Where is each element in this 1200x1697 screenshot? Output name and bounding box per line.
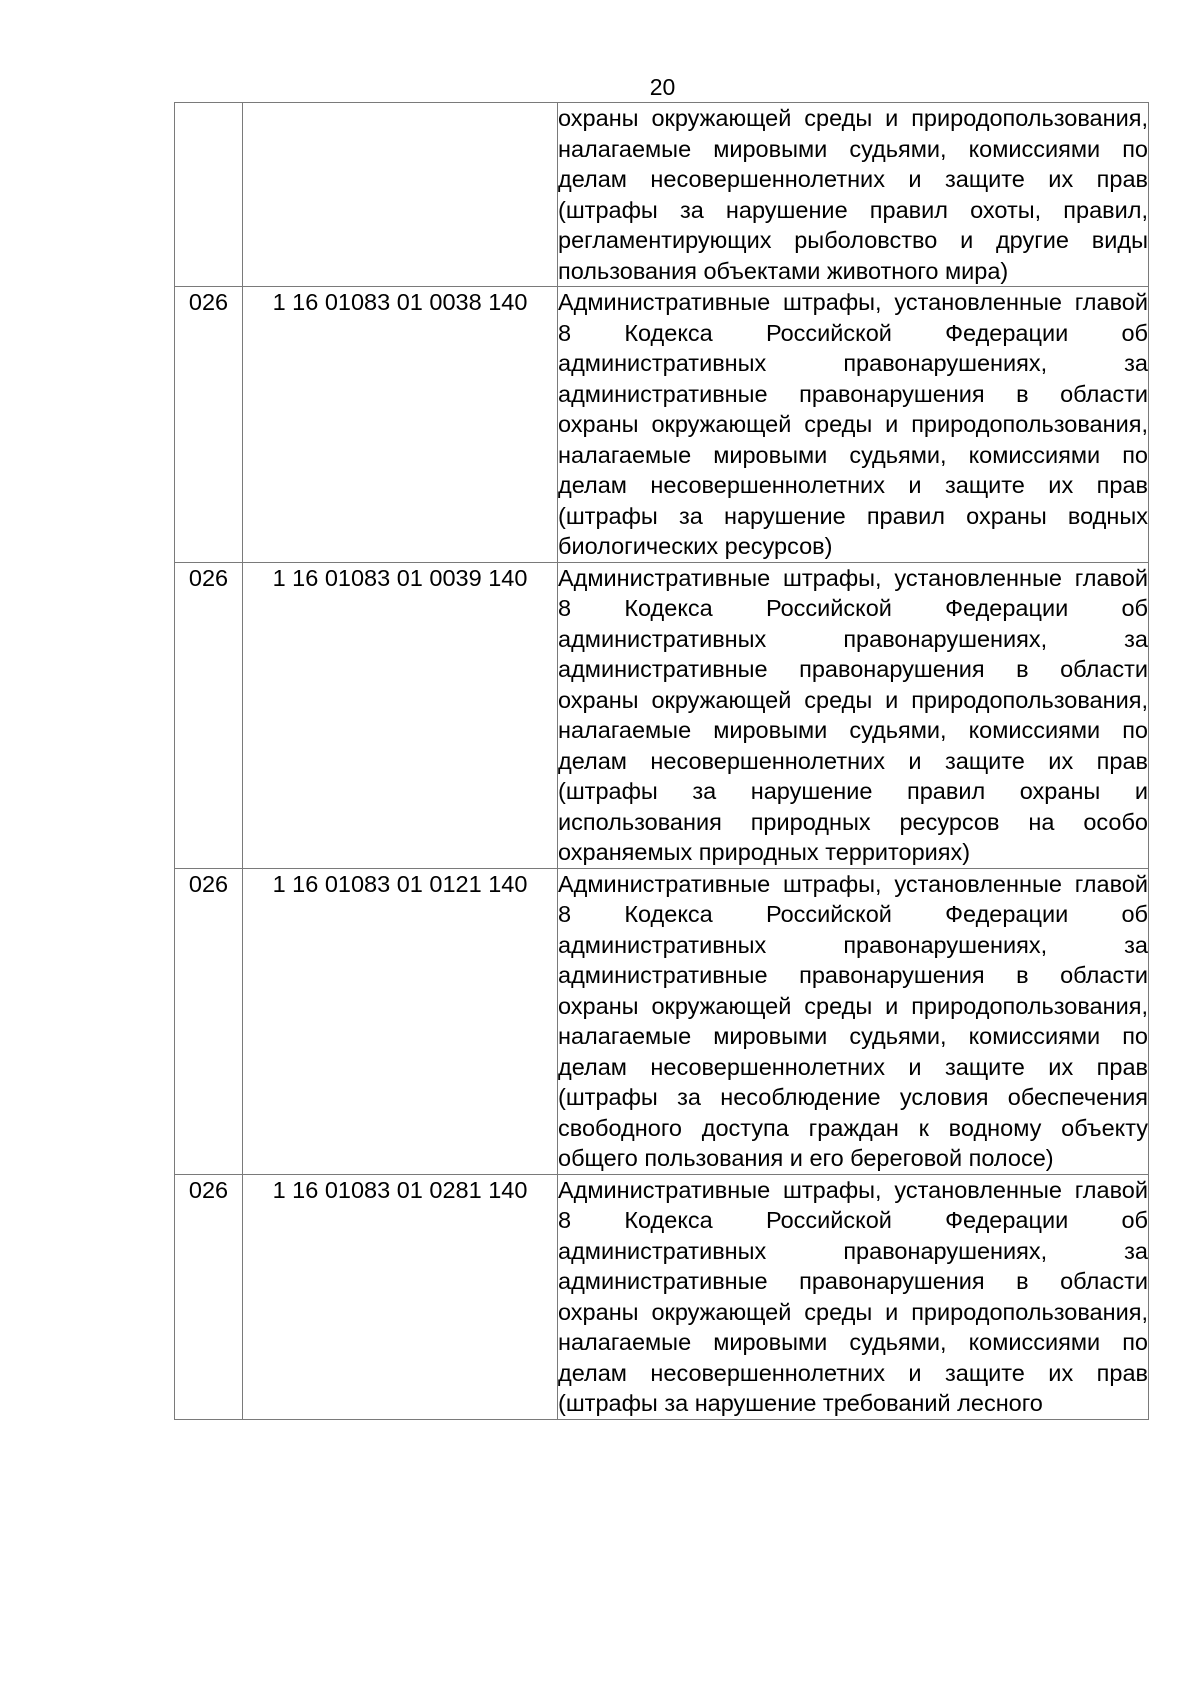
description-text: Административные штрафы, установленные главой 8 Кодекса Российской Федерации об административных правонарушениях, за административные правонарушения в области охраны окружающей среды и природопользования, налагаемые мировыми судьями, комиссиями по делам несовершеннолетних и защите их прав (штрафы за несоблюдение условия обеспечения свободного доступа граждан к водному объекту общего пользования и его береговой полосе) <box>558 870 1148 1171</box>
page-number: 20 <box>649 74 676 100</box>
table-row <box>175 868 1149 1174</box>
admin-code-cell: 026 <box>175 287 243 563</box>
description-text: Административные штрафы, установленные главой 8 Кодекса Российской Федерации об административных правонарушениях, за административные правонарушения в области охраны окружающей среды и природопользования, налагаемые мировыми судьями, комиссиями по делам несовершеннолетних и защите их прав (штрафы за нарушение правил охраны водных биологических ресурсов) <box>558 289 1148 559</box>
kbk-code-cell: 1 16 01083 01 0281 140 <box>243 1174 558 1419</box>
description-cell <box>558 103 1149 287</box>
description-text: охраны окружающей среды и природопользования, налагаемые мировыми судьями, комиссиями по делам несовершеннолетних и защите их прав (штрафы за нарушение правил охоты, правил, регламентирующих рыболовство и другие виды пользования объектами животного мира) <box>558 105 1148 284</box>
kbk-code-cell: 1 16 01083 01 0121 140 <box>243 868 558 1174</box>
table-row <box>175 562 1149 868</box>
table-row <box>175 103 1149 287</box>
description-cell <box>558 562 1149 868</box>
admin-code-cell: 026 <box>175 562 243 868</box>
kbk-code-cell: 1 16 01083 01 0038 140 <box>243 287 558 563</box>
kbk-code-cell: 1 16 01083 01 0039 140 <box>243 562 558 868</box>
admin-code-cell <box>175 103 243 287</box>
table-row <box>175 287 1149 563</box>
description-cell <box>558 868 1149 1174</box>
description-text: Административные штрафы, установленные главой 8 Кодекса Российской Федерации об административных правонарушениях, за административные правонарушения в области охраны окружающей среды и природопользования, налагаемые мировыми судьями, комиссиями по делам несовершеннолетних и защите их прав (штрафы за нарушение правил охраны и использования природных ресурсов на особо охраняемых природных территориях) <box>558 564 1148 865</box>
admin-code-cell: 026 <box>175 1174 243 1419</box>
table-row <box>175 1174 1149 1419</box>
budget-codes-table <box>174 102 1149 1420</box>
admin-code-cell: 026 <box>175 868 243 1174</box>
description-cell <box>558 1174 1149 1419</box>
description-cell <box>558 287 1149 563</box>
description-text: Административные штрафы, установленные главой 8 Кодекса Российской Федерации об административных правонарушениях, за административные правонарушения в области охраны окружающей среды и природопользования, налагаемые мировыми судьями, комиссиями по делам несовершеннолетних и защите их прав (штрафы за нарушение требований лесного <box>558 1176 1148 1416</box>
kbk-code-cell <box>243 103 558 287</box>
